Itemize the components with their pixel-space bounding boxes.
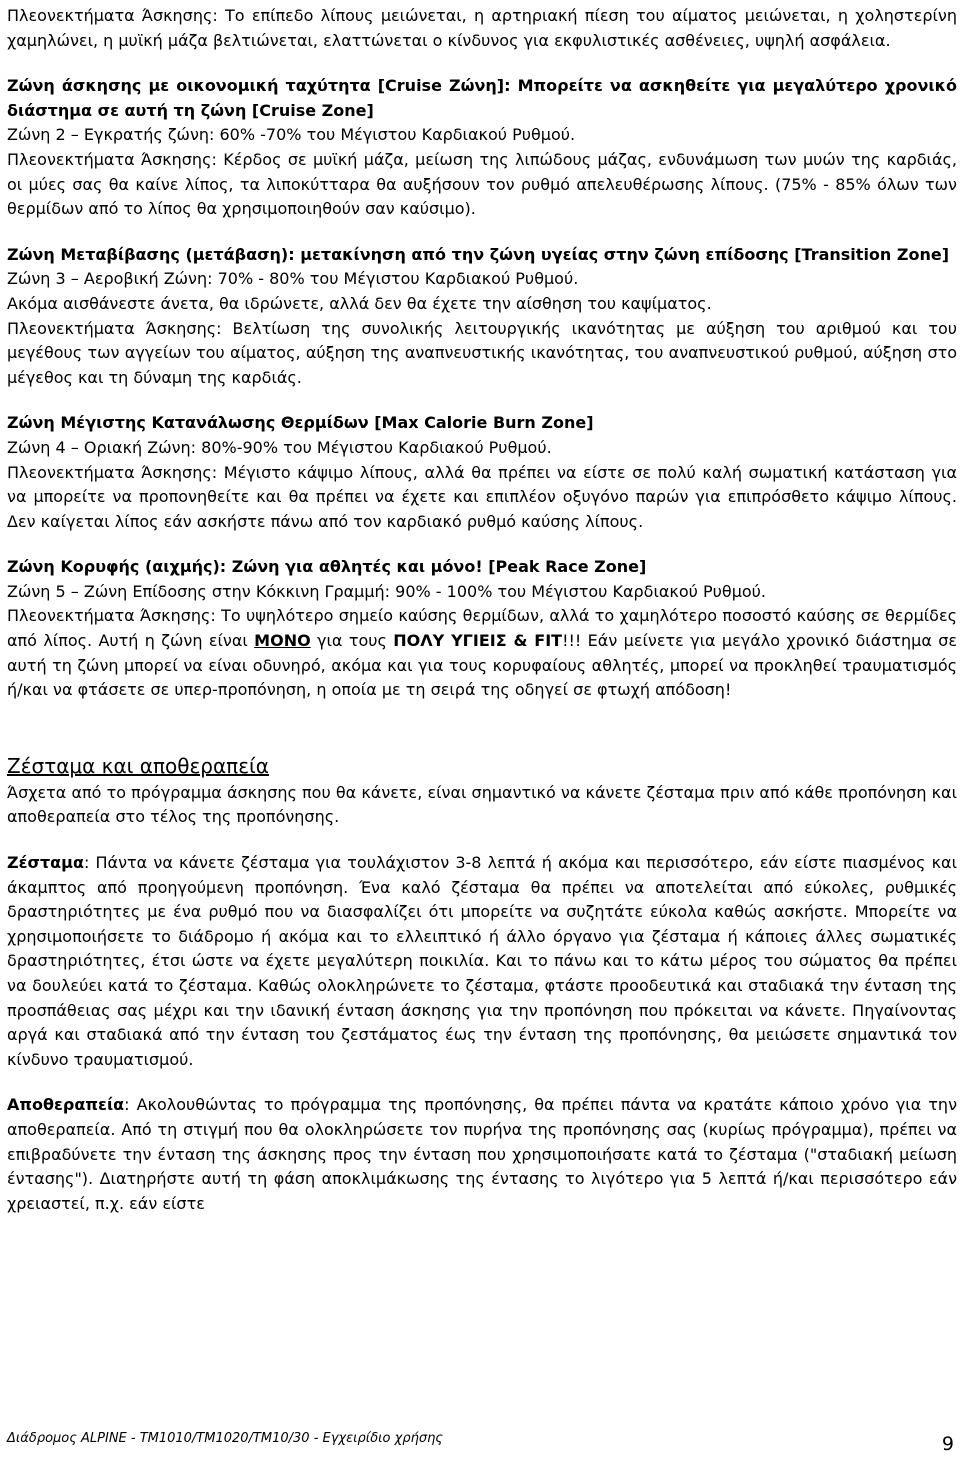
zone-2-heading: Ζώνη άσκησης με οικονομική ταχύτητα [Cruise Ζώνη]: Μπορείτε να ασκηθείτε για μεγαλύτερο χρονικό διάστημα σε αυτή τη ζώνη [Cruise Zone] [7, 76, 957, 120]
zone-4-benefits: Πλεονεκτήματα Άσκησης: Μέγιστο κάψιμο λίπους, αλλά θα πρέπει να είστε σε πολύ καλή σωματική κατάσταση για να μπορείτε να προπονηθείτε και θα πρέπει να έχετε και επιπλέον οξυγόνο παρών για επιπρόσθετο κάψιμο λίπους. Δεν καίγεται λίπος εάν ασκήστε πάνω από τον καρδιακό ρυθμό καύσης λίπους. [7, 462, 957, 531]
zone-3-benefits: Πλεονεκτήματα Άσκησης: Βελτίωση της συνολικής λειτουργικής ικανότητας με αύξηση του αριθμού και του μεγέθους των αγγείων του αίματος, αύξηση της αναπνευστικής ικανότητας, του αναπνευστικού ρυθμού, αύξηση στο μέγεθος και τη δύναμη της καρδιάς. [7, 318, 957, 387]
zone-4-line: Ζώνη 4 – Οριακή Ζώνη: 80%-90% του Μέγιστου Καρδιακού Ρυθμού. [7, 437, 552, 457]
zone-2-benefits: Πλεονεκτήματα Άσκησης: Κέρδος σε μυϊκή μάζα, μείωση της λιπώδους μάζας, ενδυνάμωση των μυών της καρδιάς, οι μύες σας θα καίνε λίπος, τα λιποκύτταρα θα αυξήσουν τον ρυθμό απελευθέρωσης λίπους. (75% - 85% όλων των θερμίδων από το λίπος θα χρησιμοποιηθούν σαν καύσιμο). [7, 149, 957, 219]
warmup-text: : Πάντα να κάνετε ζέσταμα για τουλάχιστον 3-8 λεπτά ή ακόμα και περισσότερο, εάν είστε πιασμένος και άκαμπτος από προηγούμενη προπόνηση. Ένα καλό ζέσταμα θα πρέπει να αποτελείται από εύκολες, ρυθμικές δραστηριότητες με ένα ρυθμό που να διασφαλίζει ότι μπορείτε να συζητάτε εύκολα καθώς ασκήστε. Μπορείτε να χρησιμοποιήσετε το διάδρομο ή ακόμα και το ελλειπτικό ή άλλο όργανο για ζέσταμα ή κάποιες άλλες σωματικές δραστηριότητες, έτσι ώστε να έχετε μεγαλύτερη ποικιλία. Και το πάνω και το κάτω μέρος του σώματος θα πρέπει να δουλεύει κατά το ζέσταμα. Καθώς ολοκληρώνετε το ζέσταμα, φτάστε προοδευτικά και σταδιακά την ένταση της προσπάθειας σας μέχρι και την ιδανική ένταση άσκησης για την προπόνηση που πρόκειται να κάνετε. Πηγαίνοντας αργά και σταδιακά από την ένταση του ζεστάματος έως την ένταση της προπόνησης, θα μειώσετε σημαντικά τον κίνδυνο τραυματισμού. [7, 853, 957, 1069]
zone-5-fit-emphasis: ΠΟΛΥ ΥΓΙΕΙΣ & FIT [393, 631, 563, 651]
zone-5-benefits [7, 604, 957, 702]
warmup-paragraph [7, 851, 957, 1072]
spacer [7, 703, 957, 751]
cooldown-text: : Ακολουθώντας το πρόγραμμα της προπόνησης, θα πρέπει πάντα να κρατάτε κάποιο χρόνο για την αποθεραπεία. Από τη στιγμή που θα ολοκληρώσετε τον πυρήνα της προπόνησης σας (κυρίως πρόγραμμα), πρέπει να επιβραδύνετε την ένταση της άσκησης προς την ένταση που χρησιμοποιήσατε κατά το ζέσταμα ("σταδιακή μείωση έντασης"). Διατηρήστε αυτή τη φάση αποκλιμάκωσης της έντασης το λιγότερο για 5 λεπτά ή/και περισσότερο εάν χρειαστεί, π.χ. εάν είστε [7, 1095, 957, 1213]
page-number: 9 [941, 1433, 954, 1455]
zone-3-line: Ζώνη 3 – Αεροβική Ζώνη: 70% - 80% του Μέγιστου Καρδιακού Ρυθμού. [7, 269, 579, 289]
zone-3-heading: Ζώνη Μεταβίβασης (μετάβαση): μετακίνηση από την ζώνη υγείας στην ζώνη επίδοσης [Transition Zone] [7, 244, 950, 264]
zone-5-line: Ζώνη 5 – Ζώνη Επίδοσης στην Κόκκινη Γραμμή: 90% - 100% του Μέγιστου Καρδιακού Ρυθμού. [7, 581, 766, 601]
zone-5-heading: Ζώνη Κορυφής (αιχμής): Ζώνη για αθλητές και μόνο! [Peak Race Zone] [7, 557, 647, 577]
warmup-label: Ζέσταμα [7, 853, 84, 873]
zone-4-heading: Ζώνη Μέγιστης Κατανάλωσης Θερμίδων [Max Calorie Burn Zone] [7, 413, 594, 433]
cooldown-label: Αποθεραπεία [7, 1095, 125, 1115]
zone-3-note: Ακόμα αισθάνεστε άνετα, θα ιδρώνετε, αλλά δεν θα έχετε την αίσθηση του καψίματος. [7, 293, 712, 313]
section-intro: Άσχετα από το πρόγραμμα άσκησης που θα κάνετε, είναι σημαντικό να κάνετε ζέσταμα πριν από κάθε προπόνηση και αποθεραπεία στο τέλος της προπόνησης. [7, 782, 957, 827]
spacer [7, 534, 957, 555]
manual-page [7, 4, 957, 1216]
zone-5-benefits-text: για τους [310, 631, 394, 651]
zone-5-benefits-text: !!! Εάν μείνετε για μεγάλο χρονικό διάστημα σε αυτή τη ζώνη μπορεί να είναι οδυνηρό, ακόμα και για τους κορυφαίους αθλητές, μπορεί να προκληθεί τραυματισμός ή/και να φτάσετε σε υπερ-προπόνηση, η οποία με τη σειρά της οδηγεί σε φτωχή απόδοση! [7, 631, 958, 700]
spacer [7, 830, 957, 851]
spacer [7, 390, 957, 411]
zone-5-benefits-text: Πλεονεκτήματα Άσκησης: Το υψηλότερο σημείο καύσης θερμίδων, αλλά το χαμηλότερο ποσοστό καύσης σε θερμίδες από λίπος. Αυτή η ζώνη είναι [7, 606, 957, 651]
spacer [7, 1072, 957, 1093]
zone-5-mono-emphasis: ΜΟΝΟ [254, 631, 311, 651]
zone-2-line: Ζώνη 2 – Εγκρατής ζώνη: 60% -70% του Μέγιστου Καρδιακού Ρυθμού. [7, 125, 576, 145]
spacer [7, 53, 957, 74]
section-title: Ζέσταμα και αποθεραπεία [7, 753, 269, 778]
cooldown-paragraph [7, 1093, 957, 1216]
intro-benefits: Πλεονεκτήματα Άσκησης: Το επίπεδο λίπους μειώνεται, η αρτηριακή πίεση του αίματος μειώνεται, η χοληστερίνη χαμηλώνει, η μυϊκή μάζα βελτιώνεται, ελαττώνεται ο κίνδυνος για εκφυλιστικές ασθένειες, υψηλή ασφάλεια. [7, 6, 957, 50]
footer-manual-title: Διάδρομος ALPINE - TM1010/TM1020/TM10/30 - Εγχειρίδιο χρήσης [7, 1431, 443, 1446]
spacer [7, 222, 957, 243]
